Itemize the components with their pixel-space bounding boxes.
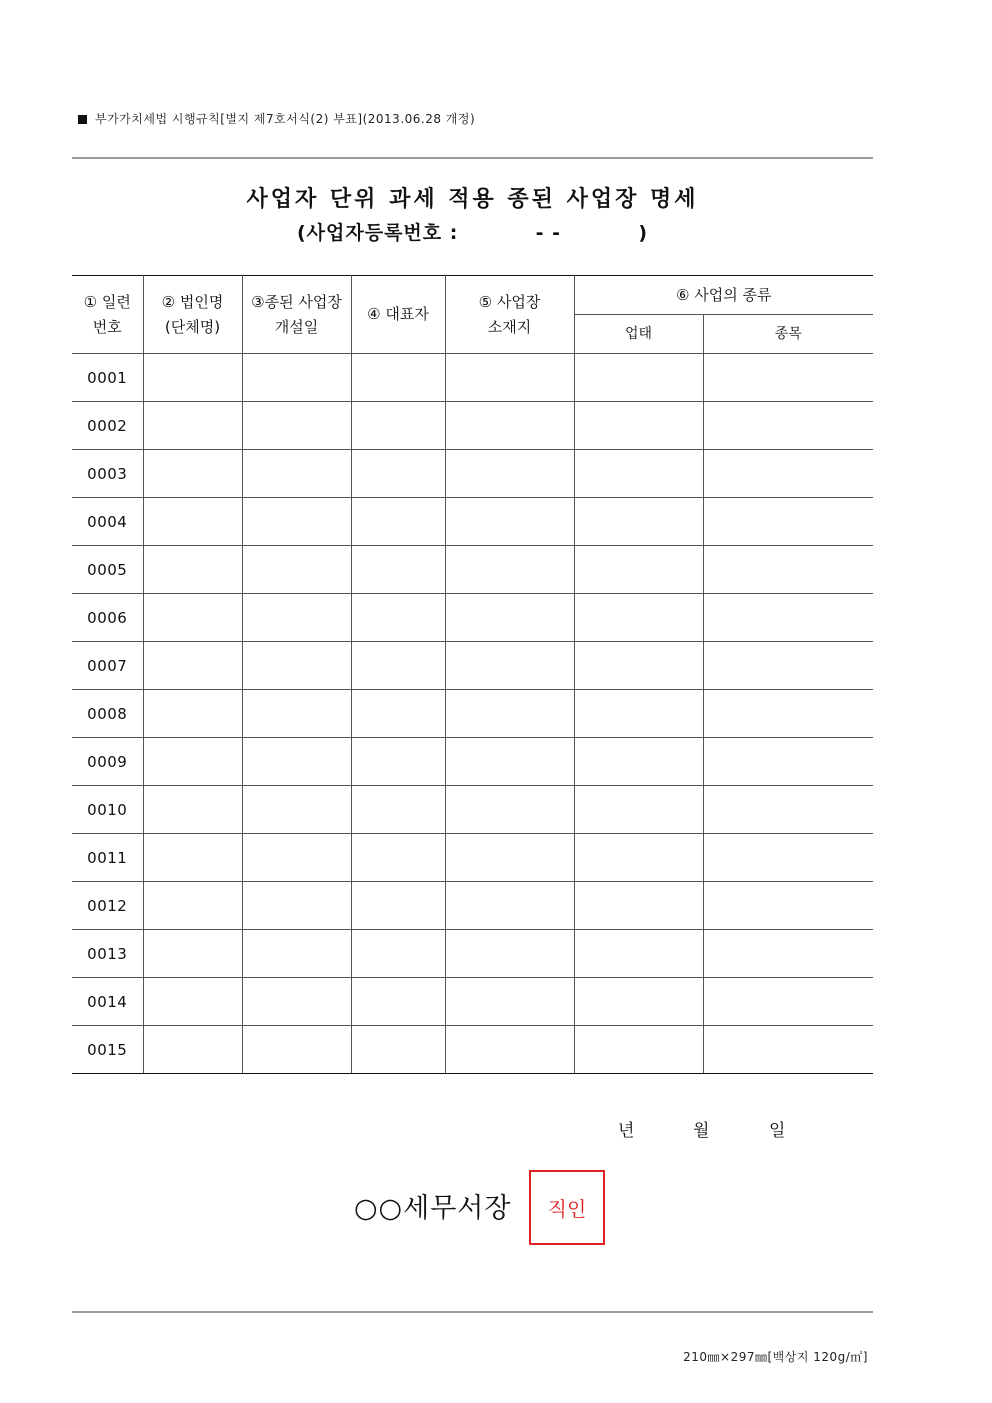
representative-cell[interactable] xyxy=(351,690,445,738)
location-cell[interactable] xyxy=(445,642,574,690)
table-row xyxy=(72,498,873,546)
registration-number-close: ) xyxy=(638,222,649,244)
opening-date-cell[interactable] xyxy=(242,642,351,690)
header-serial-number xyxy=(72,276,143,354)
location-cell[interactable] xyxy=(445,882,574,930)
opening-date-cell[interactable] xyxy=(242,786,351,834)
square-bullet-icon xyxy=(78,115,87,124)
business-item-cell[interactable] xyxy=(703,978,873,1026)
corporation-name-cell[interactable] xyxy=(143,786,242,834)
header-location-line2: 소재지 xyxy=(487,317,532,336)
header-representative: ④ 대표자 xyxy=(351,276,445,354)
location-cell[interactable] xyxy=(445,834,574,882)
table-row xyxy=(72,642,873,690)
serial-number-cell: 0010 xyxy=(72,786,143,834)
corporation-name-cell[interactable] xyxy=(143,738,242,786)
corporation-name-cell[interactable] xyxy=(143,1026,242,1074)
corporation-name-cell[interactable] xyxy=(143,642,242,690)
location-cell[interactable] xyxy=(445,354,574,402)
table-row xyxy=(72,930,873,978)
document-title: 사업자 단위 과세 적용 종된 사업장 명세 xyxy=(246,187,699,212)
header-corporation-name xyxy=(143,276,242,354)
business-category-cell[interactable] xyxy=(574,594,703,642)
header-corporation-line1: ② 법인명 xyxy=(161,292,224,311)
header-business-type: ⑥ 사업의 종류 xyxy=(574,276,873,315)
table-row xyxy=(72,354,873,402)
registration-number-label: (사업자등록번호 : xyxy=(296,222,459,244)
date-year-label: 년 xyxy=(618,1121,635,1141)
business-category-cell[interactable] xyxy=(574,546,703,594)
header-business-item: 종목 xyxy=(703,315,873,354)
corporation-name-cell[interactable] xyxy=(143,978,242,1026)
representative-cell[interactable] xyxy=(351,498,445,546)
business-item-cell[interactable] xyxy=(703,402,873,450)
opening-date-cell[interactable] xyxy=(242,354,351,402)
location-cell[interactable] xyxy=(445,546,574,594)
header-opening-line1: ③종된 사업장 xyxy=(251,292,342,311)
business-item-cell[interactable] xyxy=(703,354,873,402)
serial-number-cell: 0006 xyxy=(72,594,143,642)
opening-date-cell[interactable] xyxy=(242,690,351,738)
corporation-name-cell[interactable] xyxy=(143,354,242,402)
location-cell[interactable] xyxy=(445,930,574,978)
opening-date-cell[interactable] xyxy=(242,930,351,978)
location-cell[interactable] xyxy=(445,690,574,738)
corporation-name-cell[interactable] xyxy=(143,594,242,642)
official-seal: 직인 xyxy=(529,1170,605,1245)
serial-number-cell: 0002 xyxy=(72,402,143,450)
business-item-cell[interactable] xyxy=(703,594,873,642)
table-row xyxy=(72,786,873,834)
representative-cell[interactable] xyxy=(351,738,445,786)
bottom-divider xyxy=(72,1311,873,1313)
corporation-name-cell[interactable] xyxy=(143,690,242,738)
business-item-cell[interactable] xyxy=(703,786,873,834)
representative-cell[interactable] xyxy=(351,354,445,402)
registration-number-field[interactable]: - - xyxy=(535,222,562,244)
opening-date-cell[interactable] xyxy=(242,450,351,498)
business-item-cell[interactable] xyxy=(703,546,873,594)
date-day-label: 일 xyxy=(769,1121,786,1141)
representative-cell[interactable] xyxy=(351,594,445,642)
serial-number-cell: 0013 xyxy=(72,930,143,978)
representative-cell[interactable] xyxy=(351,1026,445,1074)
business-category-cell[interactable] xyxy=(574,402,703,450)
business-category-cell[interactable] xyxy=(574,978,703,1026)
serial-number-cell: 0012 xyxy=(72,882,143,930)
business-category-cell[interactable] xyxy=(574,450,703,498)
form-reference-text: 부가가치세법 시행규칙[별지 제7호서식(2) 부표](2013.06.28 개정) xyxy=(95,112,476,126)
business-category-cell[interactable] xyxy=(574,834,703,882)
opening-date-cell[interactable] xyxy=(242,834,351,882)
representative-cell[interactable] xyxy=(351,930,445,978)
business-item-cell[interactable] xyxy=(703,690,873,738)
table-row xyxy=(72,834,873,882)
serial-number-cell: 0004 xyxy=(72,498,143,546)
table-row xyxy=(72,594,873,642)
opening-date-cell[interactable] xyxy=(242,882,351,930)
business-item-cell[interactable] xyxy=(703,642,873,690)
opening-date-cell[interactable] xyxy=(242,1026,351,1074)
corporation-name-cell[interactable] xyxy=(143,546,242,594)
business-category-cell[interactable] xyxy=(574,642,703,690)
date-line xyxy=(560,1116,820,1140)
header-business-category: 업태 xyxy=(574,315,703,354)
opening-date-cell[interactable] xyxy=(242,402,351,450)
business-item-cell[interactable] xyxy=(703,882,873,930)
serial-number-cell: 0007 xyxy=(72,642,143,690)
representative-cell[interactable] xyxy=(351,834,445,882)
business-item-cell[interactable] xyxy=(703,738,873,786)
header-opening-date xyxy=(242,276,351,354)
opening-date-cell[interactable] xyxy=(242,738,351,786)
representative-cell[interactable] xyxy=(351,642,445,690)
corporation-name-cell[interactable] xyxy=(143,402,242,450)
serial-number-cell: 0014 xyxy=(72,978,143,1026)
location-cell[interactable] xyxy=(445,1026,574,1074)
business-item-cell[interactable] xyxy=(703,834,873,882)
top-divider xyxy=(72,157,873,159)
location-cell[interactable] xyxy=(445,594,574,642)
opening-date-cell[interactable] xyxy=(242,546,351,594)
serial-number-cell: 0008 xyxy=(72,690,143,738)
header-business-location xyxy=(445,276,574,354)
business-item-cell[interactable] xyxy=(703,450,873,498)
representative-cell[interactable] xyxy=(351,402,445,450)
table-row xyxy=(72,738,873,786)
business-category-cell[interactable] xyxy=(574,786,703,834)
representative-cell[interactable] xyxy=(351,546,445,594)
table-row xyxy=(72,546,873,594)
registration-number-line xyxy=(72,218,873,245)
serial-number-cell: 0009 xyxy=(72,738,143,786)
date-month-label: 월 xyxy=(693,1121,710,1141)
corporation-name-cell[interactable] xyxy=(143,834,242,882)
business-category-cell[interactable] xyxy=(574,354,703,402)
business-item-cell[interactable] xyxy=(703,498,873,546)
header-serial-line2: 번호 xyxy=(92,317,122,336)
representative-cell[interactable] xyxy=(351,786,445,834)
table-row xyxy=(72,882,873,930)
business-item-cell[interactable] xyxy=(703,1026,873,1074)
location-cell[interactable] xyxy=(445,738,574,786)
serial-number-cell: 0011 xyxy=(72,834,143,882)
serial-number-cell: 0003 xyxy=(72,450,143,498)
location-cell[interactable] xyxy=(445,402,574,450)
corporation-name-cell[interactable] xyxy=(143,450,242,498)
business-item-cell[interactable] xyxy=(703,930,873,978)
representative-cell[interactable] xyxy=(351,882,445,930)
form-reference-note xyxy=(78,110,475,127)
branch-details-table xyxy=(72,275,873,1074)
serial-number-cell: 0015 xyxy=(72,1026,143,1074)
tax-office-head: ○○세무서장 xyxy=(354,1193,512,1224)
header-serial-line1: ① 일련 xyxy=(83,292,131,311)
corporation-name-cell[interactable] xyxy=(143,882,242,930)
header-location-line1: ⑤ 사업장 xyxy=(478,292,541,311)
business-category-cell[interactable] xyxy=(574,1026,703,1074)
table-row xyxy=(72,978,873,1026)
business-category-cell[interactable] xyxy=(574,690,703,738)
table-row xyxy=(72,402,873,450)
opening-date-cell[interactable] xyxy=(242,594,351,642)
header-opening-line2: 개설일 xyxy=(274,317,319,336)
table-row xyxy=(72,450,873,498)
location-cell[interactable] xyxy=(445,786,574,834)
business-category-cell[interactable] xyxy=(574,738,703,786)
header-corporation-line2: (단체명) xyxy=(164,317,221,336)
table-row xyxy=(72,1026,873,1074)
paper-specification: 210㎜×297㎜[백상지 120g/㎡] xyxy=(683,1350,868,1364)
opening-date-cell[interactable] xyxy=(242,498,351,546)
representative-cell[interactable] xyxy=(351,978,445,1026)
corporation-name-cell[interactable] xyxy=(143,498,242,546)
table-row xyxy=(72,690,873,738)
business-category-cell[interactable] xyxy=(574,930,703,978)
location-cell[interactable] xyxy=(445,450,574,498)
location-cell[interactable] xyxy=(445,978,574,1026)
location-cell[interactable] xyxy=(445,498,574,546)
serial-number-cell: 0005 xyxy=(72,546,143,594)
corporation-name-cell[interactable] xyxy=(143,930,242,978)
representative-cell[interactable] xyxy=(351,450,445,498)
serial-number-cell: 0001 xyxy=(72,354,143,402)
opening-date-cell[interactable] xyxy=(242,978,351,1026)
business-category-cell[interactable] xyxy=(574,498,703,546)
business-category-cell[interactable] xyxy=(574,882,703,930)
